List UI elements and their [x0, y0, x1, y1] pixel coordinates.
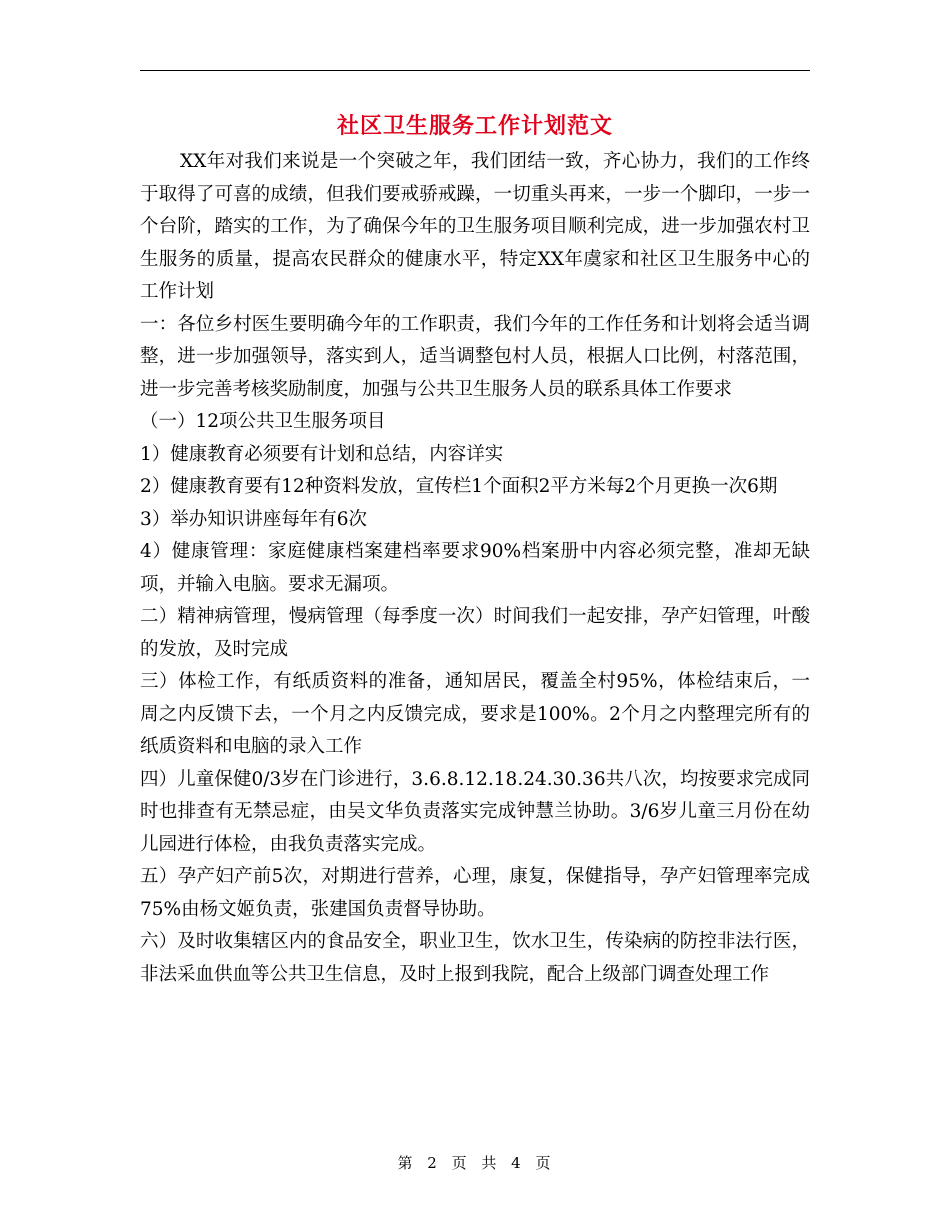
- paragraph: XX年对我们来说是一个突破之年，我们团结一致，齐心协力，我们的工作终于取得了可喜的成绩，但我们要戒骄戒躁，一切重头再来，一步一个脚印，一步一个台阶，踏实的工作，为了确保今年的卫生服务项目顺利完成，进一步加强农村卫生服务的质量，提高农民群众的健康水平，特定XX年虞家和社区卫生服务中心的工作计划: [140, 151, 810, 302]
- paragraph: 3）举办知识讲座每年有6次: [140, 508, 368, 530]
- paragraph: 一：各位乡村医生要明确今年的工作职责，我们今年的工作任务和计划将会适当调整，进一步加强领导，落实到人，适当调整包村人员，根据人口比例，村落范围，进一步完善考核奖励制度，加强与公共卫生服务人员的联系具体工作要求: [140, 313, 810, 400]
- paragraph: 二）精神病管理，慢病管理（每季度一次）时间我们一起安排，孕产妇管理，叶酸的发放，及时完成: [140, 606, 810, 660]
- document-title: 社区卫生服务工作计划范文: [336, 113, 613, 139]
- paragraph: 六）及时收集辖区内的食品安全，职业卫生，饮水卫生，传染病的防控非法行医，非法采血供血等公共卫生信息，及时上报到我院，配合上级部门调查处理工作: [140, 931, 810, 985]
- paragraph: 五）孕产妇产前5次，对期进行营养，心理，康复，保健指导，孕产妇管理率完成75%由杨文姬负责，张建国负责督导协助。: [140, 866, 810, 920]
- header-rule: [140, 70, 810, 71]
- paragraph: 四）儿童保健0/3岁在门诊进行，3.6.8.12.18.24.30.36共八次，均按要求完成同时也排查有无禁忌症，由吴文华负责落实完成钟慧兰协助。3/6岁儿童三月份在幼儿园进行体检，由我负责落实完成。: [140, 768, 810, 855]
- paragraph: 2）健康教育要有12种资料发放，宣传栏1个面积2平方米每2个月更换一次6期: [140, 476, 778, 497]
- paragraph: （一）12项公共卫生服务项目: [140, 411, 386, 432]
- paragraph: 三）体检工作，有纸质资料的准备，通知居民，覆盖全村95%，体检结束后，一周之内反馈下去，一个月之内反馈完成，要求是100%。2个月之内整理完所有的纸质资料和电脑的录入工作: [140, 671, 810, 757]
- document-body: [140, 146, 810, 991]
- paragraph: 4）健康管理：家庭健康档案建档率要求90%档案册中内容必须完整，准却无缺项，并输入电脑。要求无漏项。: [140, 541, 810, 595]
- page-number: 第 2 页 共 4 页: [397, 1154, 553, 1172]
- paragraph: 1）健康教育必须要有计划和总结，内容详实: [140, 443, 504, 465]
